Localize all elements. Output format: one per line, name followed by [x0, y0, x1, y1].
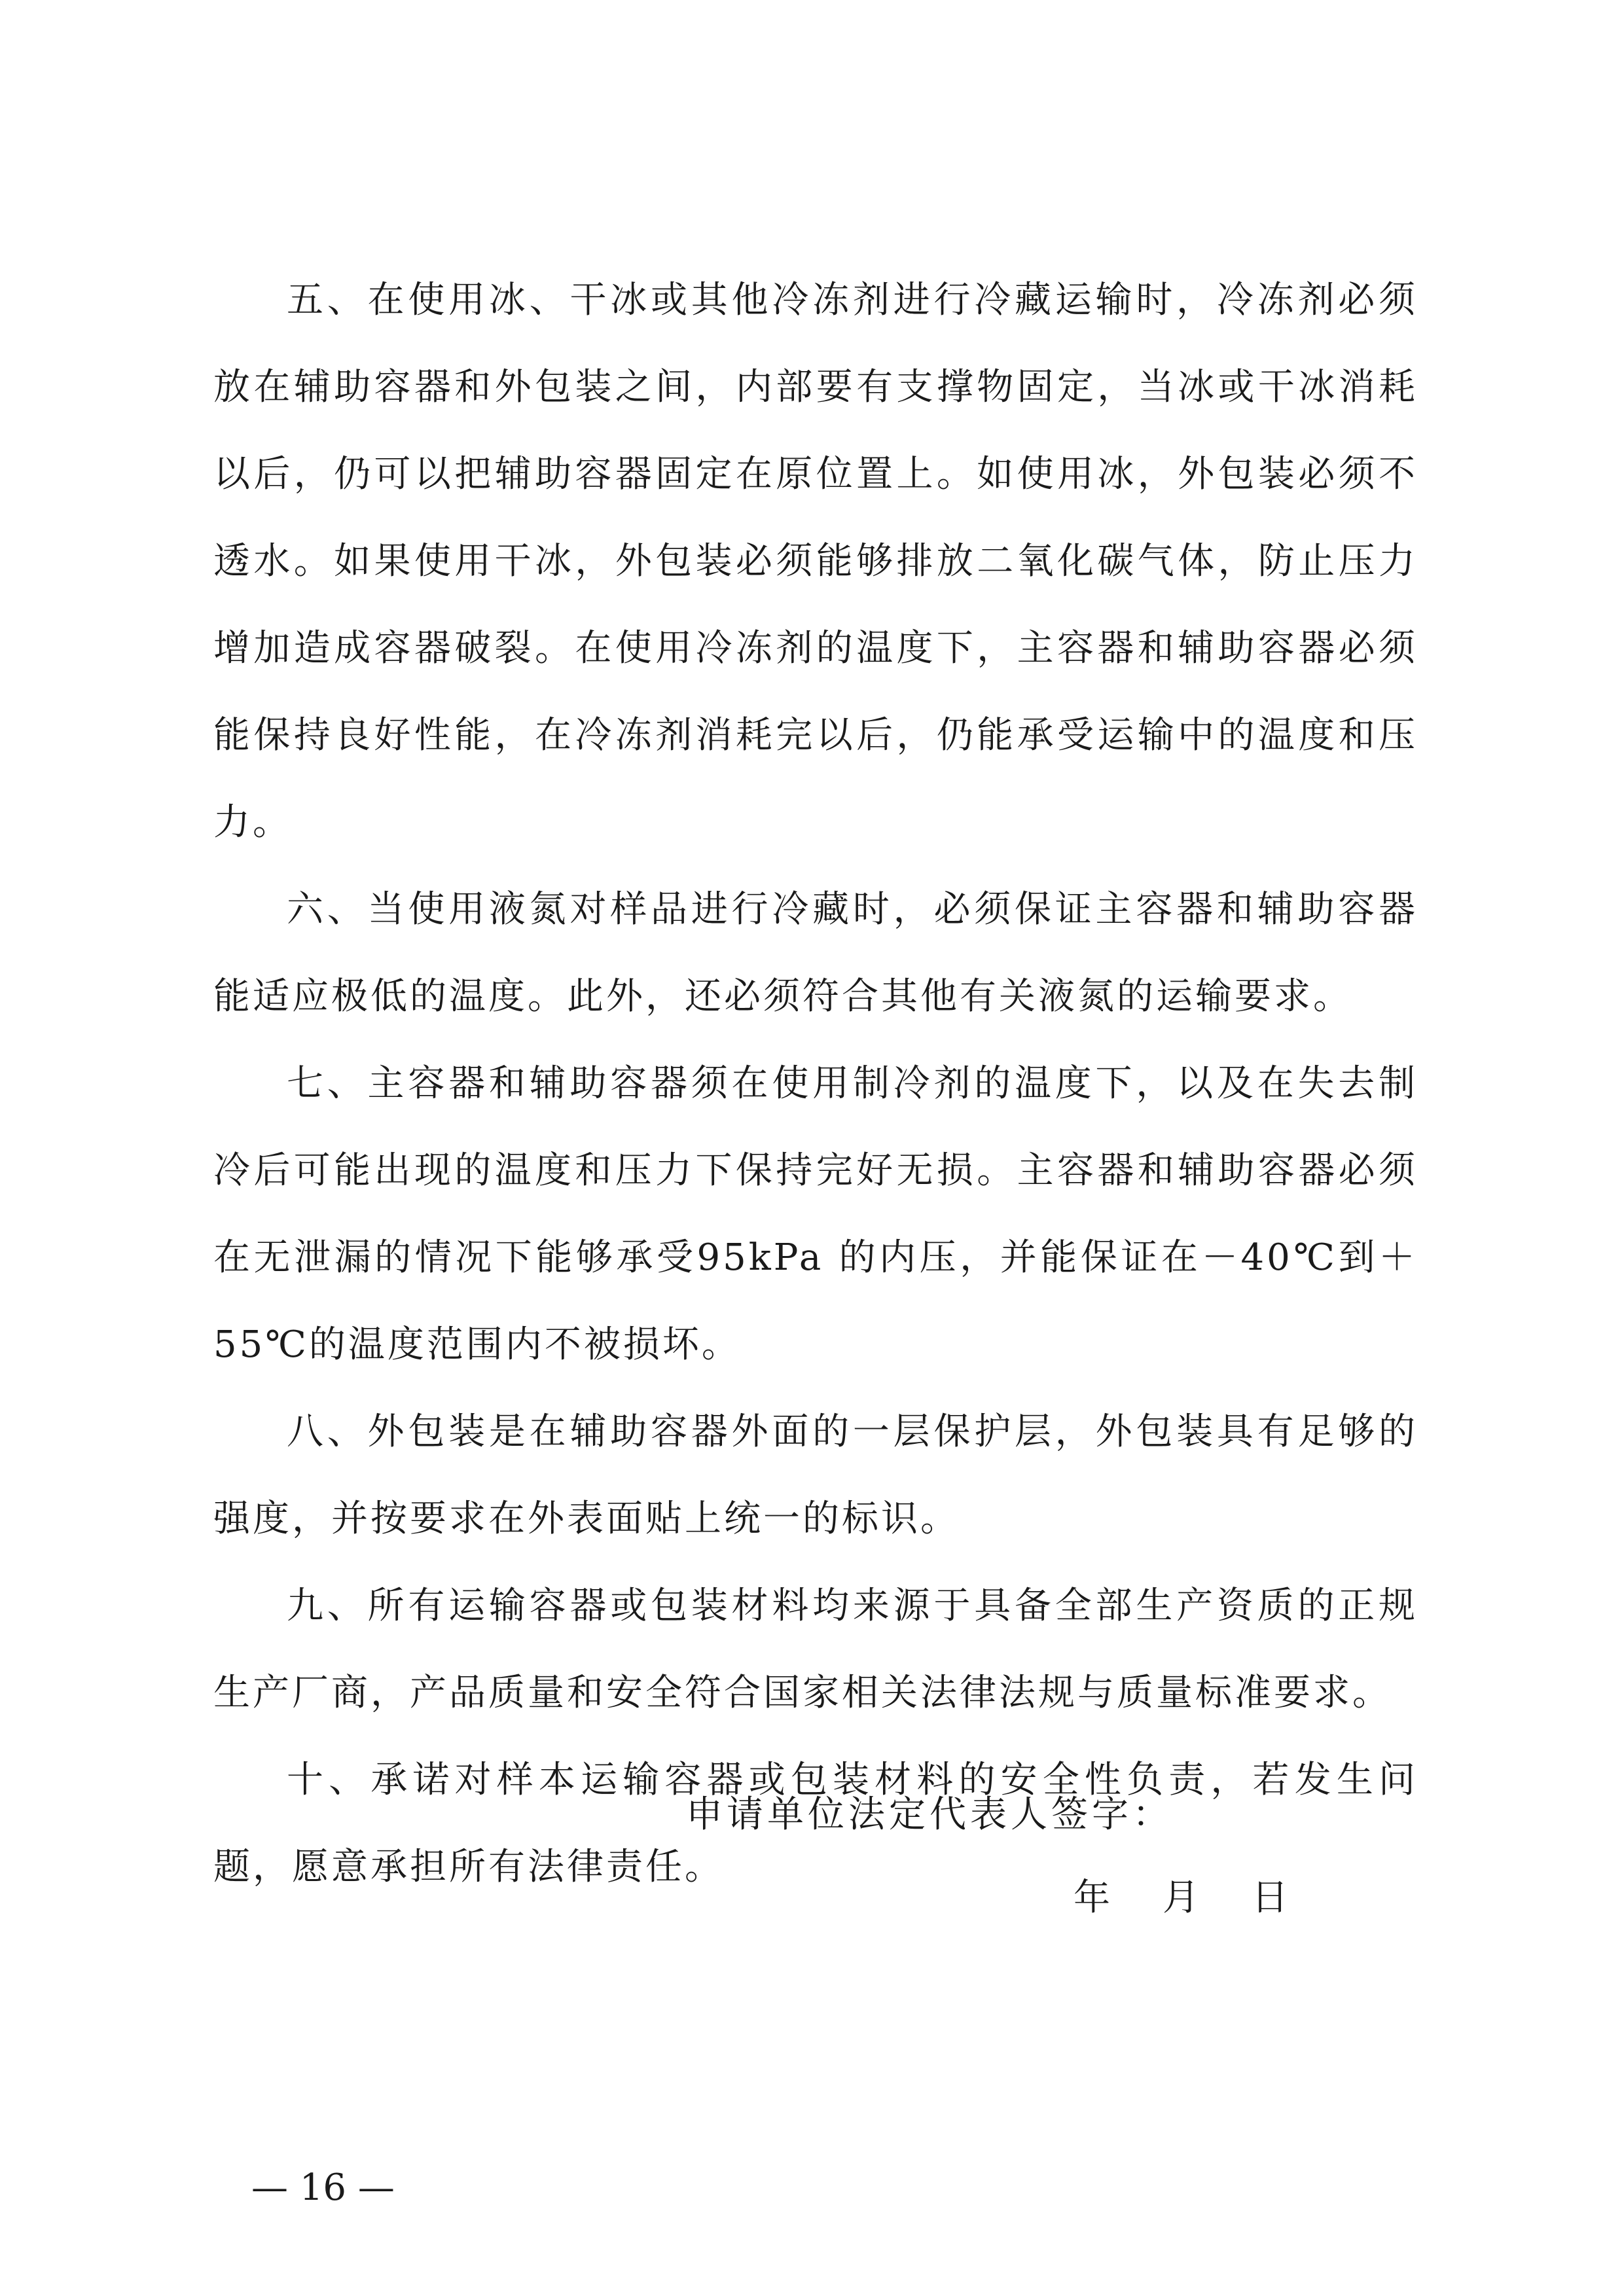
paragraph-8: 八、外包装是在辅助容器外面的一层保护层，外包装具有足够的强度，并按要求在外表面贴上统一的标识。: [213, 1410, 1418, 1540]
page-number: — 16 —: [251, 2166, 395, 2209]
paragraph-9: 九、所有运输容器或包装材料均来源于具备全部生产资质的正规生产厂商，产品质量和安全符合国家相关法律法规与质量标准要求。: [213, 1585, 1418, 1714]
paragraph-6: 六、当使用液氮对样品进行冷藏时，必须保证主容器和辅助容器能适应极低的温度。此外，还必须符合其他有关液氮的运输要求。: [213, 888, 1418, 1018]
signature-label: 申请单位法定代表人签字：: [686, 1793, 1173, 1836]
document-body: [213, 257, 1418, 1910]
date-year: 年: [1074, 1876, 1110, 1919]
paragraph-7: 七、主容器和辅助容器须在使用制冷剂的温度下，以及在失去制冷后可能出现的温度和压力下保持完好无损。主容器和辅助容器必须在无泄漏的情况下能够承受95kPa 的内压，并能保证在－40℃到＋55℃的温度范围内不被损坏。: [213, 1062, 1418, 1366]
paragraph-10: 十、承诺对样本运输容器或包装材料的安全性负责，若发生问题，愿意承担所有法律责任。: [213, 1759, 1418, 1888]
date-month: 月: [1163, 1876, 1199, 1919]
paragraph-5: 五、在使用冰、干冰或其他冷冻剂进行冷藏运输时，冷冻剂必须放在辅助容器和外包装之间，内部要有支撑物固定，当冰或干冰消耗以后，仍可以把辅助容器固定在原位置上。如使用冰，外包装必须不透水。如果使用干冰，外包装必须能够排放二氧化碳气体，防止压力增加造成容器破裂。在使用冷冻剂的温度下，主容器和辅助容器必须能保持良好性能，在冷冻剂消耗完以后，仍能承受运输中的温度和压力。: [213, 279, 1418, 844]
date-day: 日: [1252, 1876, 1288, 1919]
date-line: [1074, 1869, 1288, 1921]
